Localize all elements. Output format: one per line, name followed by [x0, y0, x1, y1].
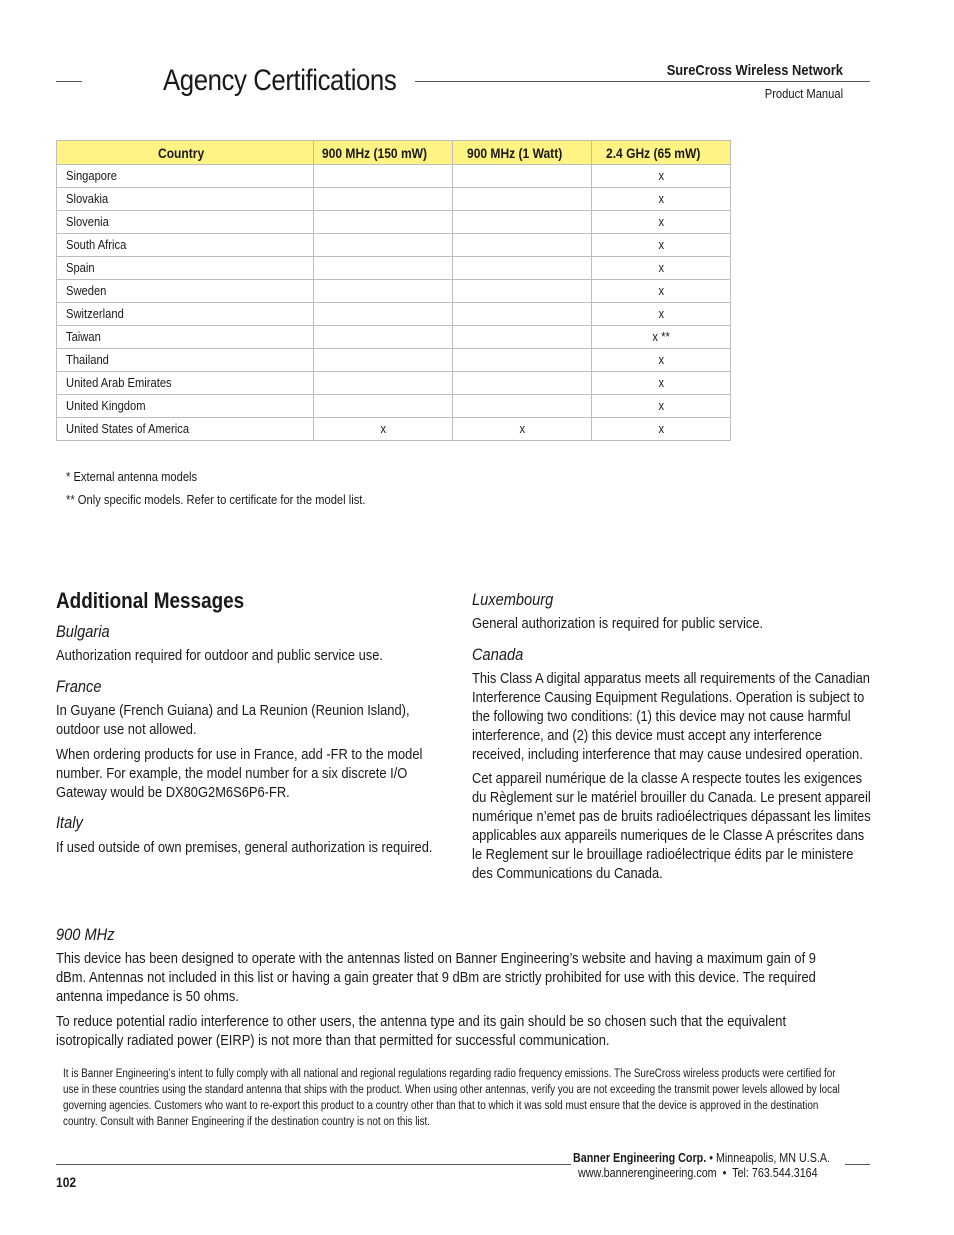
- table-cell-mark: x: [592, 395, 731, 418]
- paragraph-bulgaria: Authorization required for outdoor and public service use.: [56, 647, 384, 664]
- table-cell-mark: x: [592, 211, 731, 234]
- paragraph-france-2: When ordering products for use in France, add -FR to the model number. For example, the model number for a six discrete I/O Gateway would be DX80G2M6S6P6-FR.: [56, 746, 423, 801]
- table-row: [57, 165, 731, 188]
- table-row: [57, 257, 731, 280]
- table-cell-mark: [453, 188, 592, 211]
- table-row: [57, 349, 731, 372]
- subheading-bulgaria: Bulgaria: [56, 622, 110, 641]
- subheading-luxembourg: Luxembourg: [472, 590, 554, 609]
- disclaimer-text: It is Banner Engineering’s intent to fully comply with all national and regional regulations regarding radio frequency emissions. The SureCross wireless products were certified for use in these countries using the standard antenna that ships with the product. When using other antennas, verify you are not exceeding the transmit power levels allowed by local governing agencies. Customers who want to re-export this product to a country other than that to which it was sold must ensure that the device is approved in the destination country. Consult with Banner Engineering if the destination country is not on this list.: [63, 1068, 840, 1128]
- table-cell-country: United Kingdom: [57, 395, 314, 418]
- table-header-row: [57, 141, 731, 165]
- table-cell-mark: [453, 303, 592, 326]
- table-cell-mark: [314, 211, 453, 234]
- footer-contact: www.bannerengineering.com • Tel: 763.544.3164: [578, 1166, 818, 1180]
- paragraph-900mhz-2: To reduce potential radio interference to other users, the antenna type and its gain should be so chosen such that the equivalent isotropically radiated power (EIRP) is not more than that permitted for successful communication.: [56, 1013, 787, 1049]
- table-row: [57, 418, 731, 441]
- table-cell-mark: [314, 280, 453, 303]
- table-cell-mark: [453, 280, 592, 303]
- table-cell-mark: x: [592, 349, 731, 372]
- footer-company: Banner Engineering Corp. • Minneapolis, MN U.S.A.: [573, 1151, 831, 1165]
- table-row: [57, 303, 731, 326]
- table-row: [57, 234, 731, 257]
- table-cell-mark: x: [592, 372, 731, 395]
- table-cell-country: Taiwan: [57, 326, 314, 349]
- table-cell-mark: [314, 165, 453, 188]
- table-cell-mark: [314, 303, 453, 326]
- table-cell-country: Spain: [57, 257, 314, 280]
- paragraph-luxembourg: General authorization is required for public service.: [472, 615, 764, 632]
- table-cell-mark: x: [592, 280, 731, 303]
- table-cell-country: Switzerland: [57, 303, 314, 326]
- subheading-france: France: [56, 677, 102, 696]
- table-cell-mark: [314, 349, 453, 372]
- table-row: [57, 326, 731, 349]
- table-cell-country: Sweden: [57, 280, 314, 303]
- table-body: [57, 165, 731, 441]
- page-title: Agency Certifications: [163, 64, 397, 97]
- table-cell-mark: [453, 234, 592, 257]
- header-rule-left: [56, 81, 82, 82]
- footer-rule-left: [56, 1164, 571, 1165]
- certification-table: [56, 140, 731, 441]
- table-cell-mark: x **: [592, 326, 731, 349]
- table-cell-country: South Africa: [57, 234, 314, 257]
- column-header-900mhz-150mw: 900 MHz (150 mW): [314, 141, 453, 165]
- paragraph-italy: If used outside of own premises, general authorization is required.: [56, 839, 433, 856]
- table-row: [57, 280, 731, 303]
- table-cell-mark: [453, 165, 592, 188]
- section-heading-additional-messages: Additional Messages: [56, 588, 245, 613]
- footnote-specific-models: ** Only specific models. Refer to certificate for the model list.: [66, 492, 366, 507]
- table-row: [57, 188, 731, 211]
- table-cell-mark: [314, 395, 453, 418]
- header-brand: SureCross Wireless Network: [666, 62, 843, 79]
- table-cell-mark: [314, 326, 453, 349]
- paragraph-canada-english: This Class A digital apparatus meets all requirements of the Canadian Interference Causing Equipment Regulations. Operation is subject to the following two conditions: (1) this device may not cause harmful interference, and (2) this device must accept any interference received, including interference that may cause undesired operation.: [472, 670, 870, 763]
- table-cell-mark: x: [314, 418, 453, 441]
- subheading-italy: Italy: [56, 813, 83, 832]
- table-cell-mark: [314, 372, 453, 395]
- table-row: [57, 372, 731, 395]
- footnote-external-antenna: * External antenna models: [66, 469, 198, 484]
- table-cell-country: Thailand: [57, 349, 314, 372]
- subheading-canada: Canada: [472, 645, 524, 664]
- table-cell-mark: x: [453, 418, 592, 441]
- column-header-24ghz-65mw: 2.4 GHz (65 mW): [592, 141, 731, 165]
- column-header-900mhz-1w: 900 MHz (1 Watt): [453, 141, 592, 165]
- table-cell-mark: x: [592, 303, 731, 326]
- paragraph-900mhz-1: This device has been designed to operate with the antennas listed on Banner Engineering’s website and having a maximum gain of 9 dBm. Antennas not included in this list or having a gain greater that 9 dBm are strictly prohibited for use with this device. The required antenna impedance is 50 ohms.: [56, 950, 816, 1005]
- table-cell-mark: x: [592, 188, 731, 211]
- table-cell-country: United Arab Emirates: [57, 372, 314, 395]
- table-cell-mark: [314, 234, 453, 257]
- paragraph-france-1: In Guyane (French Guiana) and La Reunion (Reunion Island), outdoor use not allowed.: [56, 702, 410, 738]
- table-cell-mark: [453, 372, 592, 395]
- subheading-900mhz: 900 MHz: [56, 925, 115, 944]
- table-cell-mark: [453, 326, 592, 349]
- table-cell-country: Slovakia: [57, 188, 314, 211]
- table-cell-mark: x: [592, 257, 731, 280]
- table-cell-mark: x: [592, 165, 731, 188]
- column-header-country: Country: [57, 141, 314, 165]
- table-cell-country: United States of America: [57, 418, 314, 441]
- table-cell-mark: x: [592, 234, 731, 257]
- table-cell-mark: [453, 395, 592, 418]
- paragraph-canada-french: Cet appareil numérique de la classe A respecte toutes les exigences du Règlement sur le matériel brouiller du Canada. Le present appareil numérique n’emet pas de bruits radioélectriques dépassant les limites applicables aux appareils numeriques de le Classe A préscrites dans le Reglement sur le brouillage radioélectrique édits par le ministere des Communications du Canada.: [472, 770, 871, 882]
- header-rule-right: [415, 81, 870, 82]
- table-row: [57, 211, 731, 234]
- table-cell-mark: [314, 188, 453, 211]
- page-number: 102: [56, 1174, 77, 1190]
- table-row: [57, 395, 731, 418]
- table-cell-country: Slovenia: [57, 211, 314, 234]
- header-subtitle: Product Manual: [764, 86, 843, 101]
- table-cell-mark: [453, 349, 592, 372]
- table-cell-mark: [314, 257, 453, 280]
- table-cell-mark: [453, 211, 592, 234]
- table-cell-mark: [453, 257, 592, 280]
- table-cell-mark: x: [592, 418, 731, 441]
- table-cell-country: Singapore: [57, 165, 314, 188]
